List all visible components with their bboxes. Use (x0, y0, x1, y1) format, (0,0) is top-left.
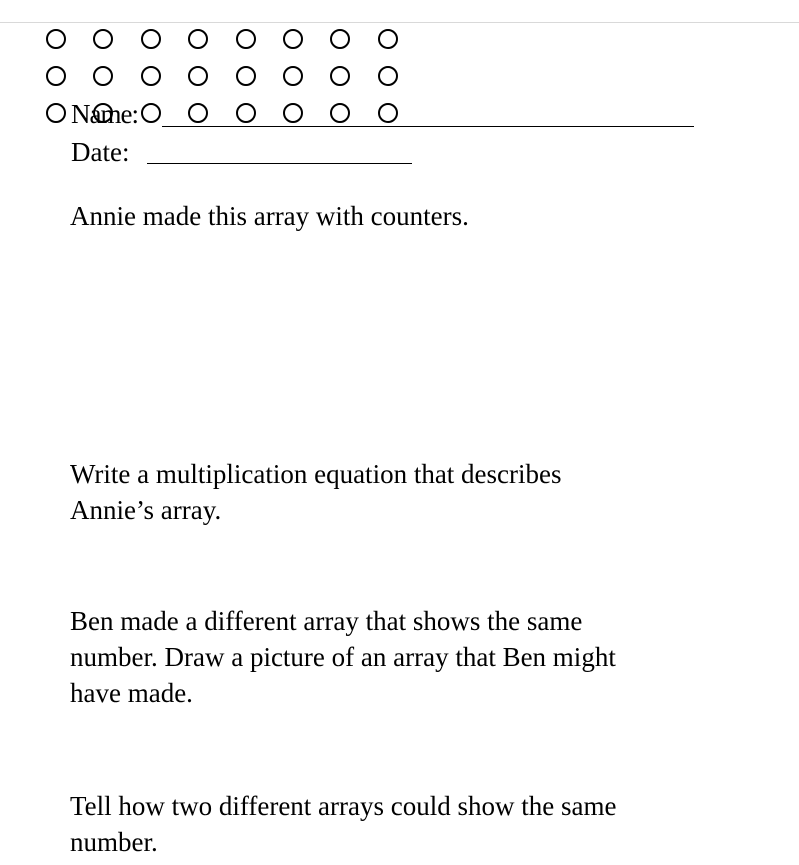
counter-circle (378, 66, 398, 86)
counter-circle (46, 66, 66, 86)
counter-circle (330, 29, 350, 49)
counter-circle (46, 29, 66, 49)
counter-circle (188, 66, 208, 86)
question-2-line: Annie’s array. (70, 495, 222, 525)
counter-circle (188, 103, 208, 123)
question-1 (70, 198, 760, 234)
question-2-line: Write a multiplication equation that describes (70, 459, 562, 489)
counter-circle (46, 103, 66, 123)
question-4-line: Tell how two different arrays could show the same (70, 791, 617, 821)
counter-circle (330, 66, 350, 86)
counter-circle (378, 103, 398, 123)
counter-circle (188, 29, 208, 49)
counter-circle (141, 66, 161, 86)
question-4 (70, 788, 760, 860)
question-4-line: number. (70, 827, 158, 857)
question-3-line: Ben made a different array that shows the same (70, 606, 583, 636)
counter-circle (283, 66, 303, 86)
counter-circle (378, 29, 398, 49)
name-label: Name: (71, 99, 138, 129)
counter-circle (141, 103, 161, 123)
date-label: Date: (71, 137, 130, 167)
question-1-line: Annie made this array with counters. (70, 201, 469, 231)
counter-circle (236, 103, 256, 123)
counter-circle (283, 29, 303, 49)
counter-circle (236, 29, 256, 49)
counter-circle (330, 103, 350, 123)
question-2 (70, 456, 760, 528)
question-3-line: number. Draw a picture of an array that Ben might (70, 642, 616, 672)
counter-circle (141, 29, 161, 49)
counter-circle (236, 66, 256, 86)
counter-circle (93, 66, 113, 86)
question-3 (70, 603, 760, 711)
counter-circle (93, 29, 113, 49)
name-field[interactable] (162, 126, 694, 127)
question-3-line: have made. (70, 678, 193, 708)
date-field[interactable] (147, 163, 412, 164)
counter-circle (283, 103, 303, 123)
